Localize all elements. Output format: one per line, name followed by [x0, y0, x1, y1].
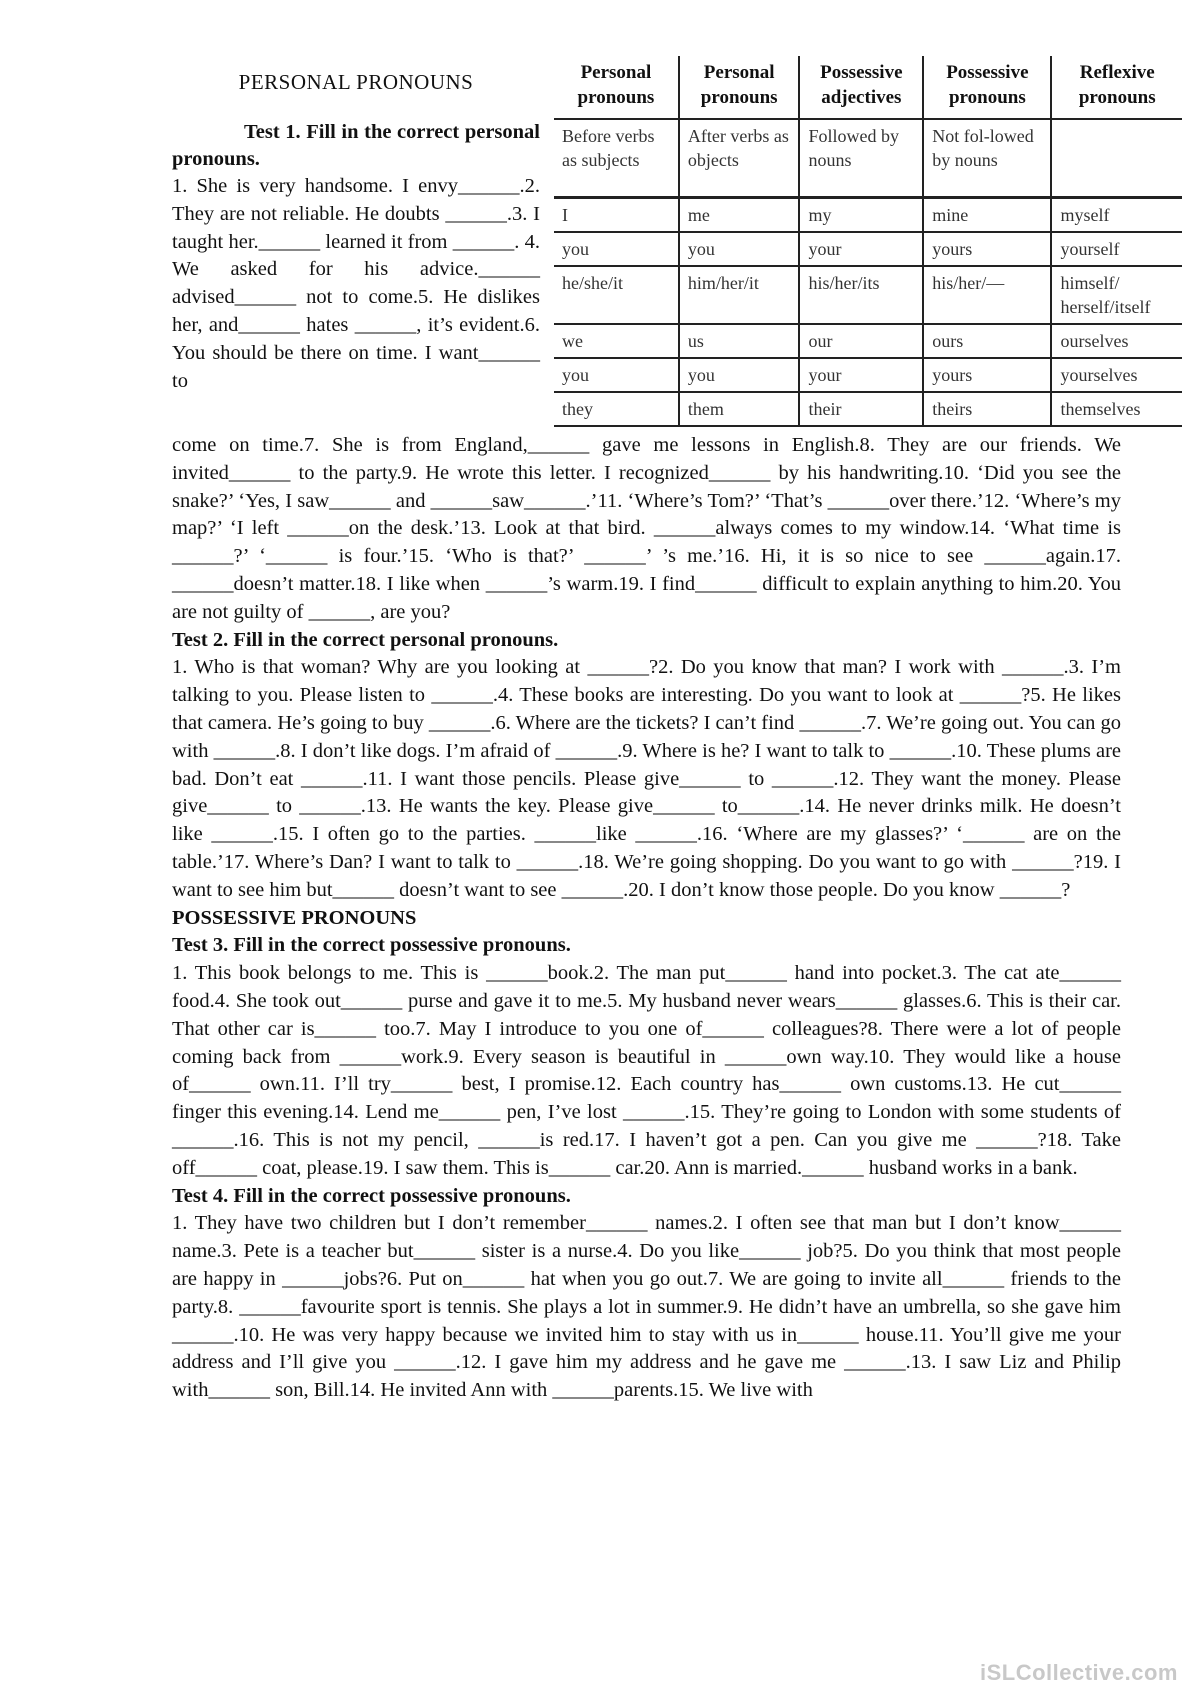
pronoun-table	[554, 56, 1182, 427]
page-title: PERSONAL PRONOUNS	[238, 70, 474, 94]
test1-text-left: 1. She is very handsome. I envy______.2. They are not reliable. He doubts ______.3. I taught her.______ learned it from ______. 4. We asked for his advice.______ advised______ not to come.5. He dislikes her, and______ hates ______, it’s evident.6. You should be there on time. I want______ to	[172, 175, 540, 392]
test2-heading: Test 2. Fill in the correct personal pronouns.	[172, 628, 559, 651]
table-header-cell: Reflexive pronouns	[1051, 56, 1182, 119]
table-header-cell: Personal pronouns	[679, 56, 800, 119]
main-text-block	[172, 432, 1121, 1405]
table-row	[554, 232, 1182, 266]
table-cell: your	[799, 232, 923, 266]
test3-heading: Test 3. Fill in the correct possessive pronouns.	[172, 934, 571, 957]
table-row	[554, 358, 1182, 392]
table-row	[554, 266, 1182, 324]
test1-heading: Test 1. Fill in the correct personal pronouns.	[172, 121, 540, 170]
table-cell: ours	[923, 324, 1051, 358]
table-description-row	[554, 119, 1182, 197]
table-cell: yourself	[1051, 232, 1182, 266]
table-cell: we	[562, 330, 583, 351]
table-description-cell: After verbs as objects	[679, 119, 800, 197]
table-cell: your	[799, 358, 923, 392]
table-cell: themselves	[1051, 392, 1182, 426]
table-cell: yourselves	[1051, 358, 1182, 392]
table-cell: mine	[923, 197, 1051, 232]
table-cell: himself/ herself/itself	[1051, 266, 1182, 324]
table-cell: them	[679, 392, 800, 426]
table-cell: him/her/it	[679, 266, 800, 324]
table-header-cell: Personal pronouns	[577, 62, 655, 108]
test1-text-full: come on time.7. She is from England,______ gave me lessons in English.8. They are our friends. We invited______ to the party.9. He wrote this letter. I recognized______ by his handwriting.10. ‘Did you see the snake?’ ‘Yes, I saw______ and ______saw______.’11. ‘Where’s Tom?’ ‘That’s ______over there.’12. ‘Where’s my map?’ ‘I left ______on the desk.’13. Look at that bird. ______always comes to my window.14. ‘What time is ______?’ ‘______ is four.’15. ‘Who is that?’ ______’ ’s me.’16. Hi, it is so nice to see ______again.17. ______doesn’t matter.18. I like when ______’s warm.19. I find______ difficult to explain anything to him.20. You are not guilty of ______, are you?	[172, 434, 1121, 623]
table-cell: yours	[923, 232, 1051, 266]
table-cell: our	[799, 324, 923, 358]
table-cell: their	[799, 392, 923, 426]
table-row	[554, 324, 1182, 358]
table-row	[554, 392, 1182, 426]
table-cell: us	[679, 324, 800, 358]
table-description-cell	[1051, 119, 1182, 197]
section-title-possessive: POSSESSIVE PRONOUNS	[172, 906, 417, 929]
table-cell: his/her/—	[923, 266, 1051, 324]
table-cell: you	[679, 232, 800, 266]
test3-text: 1. This book belongs to me. This is ______book.2. The man put______ hand into pocket.3. The cat ate______ food.4. She took out______ purse and gave it to me.5. My husband never wears______ glasses.6. This is their car. That other car is______ too.7. May I introduce to you one of______ colleagues?8. There were a lot of people coming back from ______work.9. Every season is beautiful in ______own way.10. They would like a house of______ own.11. I’ll try______ best, I promise.12. Each country has______ own customs.13. He cut______ finger this evening.14. Lend me______ pen, I’ve lost ______.15. They’re going to London with some students of ______.16. This is not my pencil, ______is red.17. I haven’t got a pen. Can you give me ______?18. Take off______ coat, please.19. I saw them. This is______ car.20. Ann is married.______ husband works in a bank.	[172, 962, 1121, 1179]
watermark: iSLCollective.com	[979, 1660, 1178, 1685]
table-cell: his/her/its	[799, 266, 923, 324]
table-cell: my	[799, 197, 923, 232]
table-header-cell: Possessive pronouns	[923, 56, 1051, 119]
table-cell: he/she/it	[562, 272, 623, 293]
test4-heading: Test 4. Fill in the correct possessive pronouns.	[172, 1184, 571, 1207]
table-cell: you	[679, 358, 800, 392]
table-header-row	[554, 56, 1182, 119]
table-description-cell: Not fol-lowed by nouns	[923, 119, 1051, 197]
table-cell: I	[562, 204, 568, 225]
table-cell: myself	[1051, 197, 1182, 232]
table-cell: you	[562, 364, 589, 385]
left-column	[172, 70, 540, 395]
table-description-cell: Before verbs as subjects	[562, 126, 655, 170]
table-cell: they	[562, 398, 593, 419]
table-cell: me	[679, 197, 800, 232]
table-row	[554, 197, 1182, 232]
table-description-cell: Followed by nouns	[799, 119, 923, 197]
table-cell: yours	[923, 358, 1051, 392]
table-header-cell: Possessive adjectives	[799, 56, 923, 119]
table-cell: ourselves	[1051, 324, 1182, 358]
test4-text: 1. They have two children but I don’t remember______ names.2. I often see that man but I don’t know______ name.3. Pete is a teacher but______ sister is a nurse.4. Do you like______ job?5. Do you think that most people are happy in ______jobs?6. Put on______ hat when you go out.7. We are going to invite all______ friends to the party.8. ______favourite sport is tennis. She plays a lot in summer.9. He didn’t have an umbrella, so she gave him ______.10. He was very happy because we invited him to stay with us in______ house.11. You’ll give me your address and I’ll give you ______.12. I gave him my address and he gave me ______.13. I saw Liz and Philip with______ son, Bill.14. He invited Ann with ______parents.15. We live with	[172, 1212, 1121, 1402]
table-cell: you	[562, 238, 589, 259]
table-cell: theirs	[923, 392, 1051, 426]
test2-text: 1. Who is that woman? Why are you looking at ______?2. Do you know that man? I work with ______.3. I’m talking to you. Please listen to ______.4. These books are interesting. Do you want to look at ______?5. He likes that camera. He’s going to buy ______.6. Where are the tickets? I can’t find ______.7. We’re going out. You can go with ______.8. I don’t like dogs. I’m afraid of ______.9. Where is he? I want to talk to ______.10. These plums are bad. Don’t eat ______.11. I want those pencils. Please give______ to ______.12. They want the money. Please give______ to ______.13. He wants the key. Please give______ to______.14. He never drinks milk. He doesn’t like ______.15. I often go to the parties. ______like ______.16. ‘Where are my glasses?’ ‘______ are on the table.’17. Where’s Dan? I want to talk to ______.18. We’re going shopping. Do you want to go with ______?19. I want to see him but______ doesn’t want to see ______.20. I don’t know those people. Do you know ______?	[172, 656, 1121, 901]
